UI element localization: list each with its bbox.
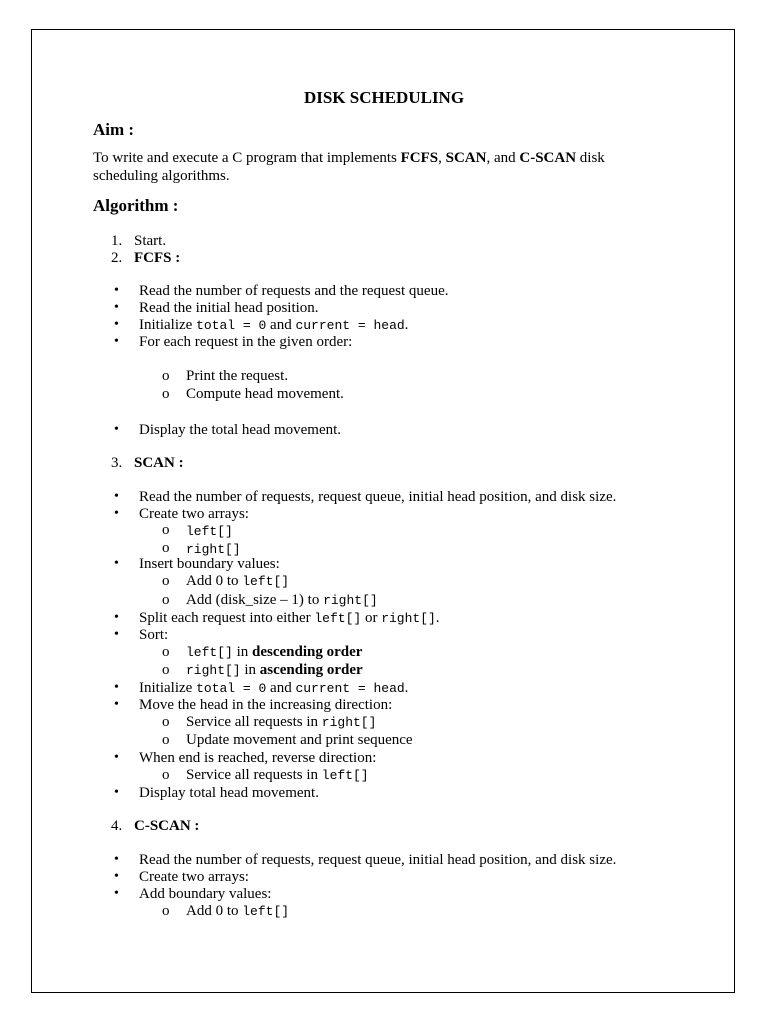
text: Add 0 to xyxy=(186,573,239,589)
bullet-icon: • xyxy=(114,785,119,800)
circle-bullet-icon: o xyxy=(162,644,170,660)
text: Service all requests in xyxy=(186,714,319,730)
code: right[] xyxy=(381,611,436,626)
fcfs-sub-2: Compute head movement. xyxy=(186,386,344,402)
step-number: 3. xyxy=(111,455,123,471)
code: right[] xyxy=(321,715,377,730)
bold-text: descending order xyxy=(251,644,363,660)
code: right[] xyxy=(323,593,378,608)
scan-sub-update: Update movement and print sequence xyxy=(186,732,413,748)
aim-fcfs: FCFS xyxy=(400,150,439,166)
code: left[] xyxy=(321,768,369,783)
aim-cscan: C-SCAN xyxy=(519,150,577,166)
scan-sub-addmax xyxy=(186,592,378,609)
circle-bullet-icon: o xyxy=(162,767,170,783)
code: total = 0 xyxy=(196,318,267,333)
fcfs-bullet-4: For each request in the given order: xyxy=(139,334,353,350)
code: left[] xyxy=(186,645,233,660)
scan-sub-sort-left xyxy=(186,644,362,661)
scan-sub-service-left xyxy=(186,767,369,784)
text: . xyxy=(404,317,409,333)
circle-bullet-icon: o xyxy=(162,662,170,678)
bullet-icon: • xyxy=(114,317,119,332)
text: in xyxy=(244,662,257,678)
text: Add 0 to xyxy=(186,903,239,919)
scan-bullet-4 xyxy=(139,610,440,627)
bullet-icon: • xyxy=(114,886,119,901)
cscan-bullet-2: Create two arrays: xyxy=(139,869,249,885)
code: total = 0 xyxy=(196,681,267,696)
step-number: 2. xyxy=(111,250,123,266)
step-number: 4. xyxy=(111,818,123,834)
text: . xyxy=(404,680,409,696)
scan-bullet-5: Sort: xyxy=(139,627,169,643)
scan-sub-service-right xyxy=(186,714,376,731)
scan-sub-right: right[] xyxy=(186,542,241,557)
fcfs-bullet-2: Read the initial head position. xyxy=(139,300,319,316)
circle-bullet-icon: o xyxy=(162,592,170,608)
circle-bullet-icon: o xyxy=(162,732,170,748)
bullet-icon: • xyxy=(114,869,119,884)
bullet-icon: • xyxy=(114,627,119,642)
scan-bullet-8: When end is reached, reverse direction: xyxy=(139,750,377,766)
bullet-icon: • xyxy=(114,556,119,571)
scan-sub-add0 xyxy=(186,573,289,590)
scan-bullet-6 xyxy=(139,680,408,697)
aim-text: disk xyxy=(579,150,605,166)
scan-bullet-7: Move the head in the increasing direction: xyxy=(139,697,393,713)
bullet-icon: • xyxy=(114,610,119,625)
step-start: Start. xyxy=(134,233,167,249)
scan-bullet-1: Read the number of requests, request queue, initial head position, and disk size. xyxy=(139,489,617,505)
scan-sub-left: left[] xyxy=(186,524,233,539)
fcfs-bullet-5: Display the total head movement. xyxy=(139,422,342,438)
bullet-icon: • xyxy=(114,506,119,521)
fcfs-bullet-1: Read the number of requests and the request queue. xyxy=(139,283,449,299)
text: and xyxy=(270,317,292,333)
code: left[] xyxy=(314,611,362,626)
code: left[] xyxy=(242,574,290,589)
bullet-icon: • xyxy=(114,300,119,315)
aim-scan: SCAN xyxy=(445,150,487,166)
algorithm-heading: Algorithm : xyxy=(93,196,179,215)
scan-bullet-3: Insert boundary values: xyxy=(139,556,280,572)
aim-text: , and xyxy=(486,150,516,166)
circle-bullet-icon: o xyxy=(162,903,170,919)
aim-line-1 xyxy=(93,149,605,167)
aim-heading: Aim : xyxy=(93,120,135,139)
bullet-icon: • xyxy=(114,489,119,504)
step-scan: SCAN : xyxy=(134,455,184,471)
text: Service all requests in xyxy=(186,767,319,783)
bullet-icon: • xyxy=(114,750,119,765)
step-number: 1. xyxy=(111,233,123,249)
scan-bullet-2: Create two arrays: xyxy=(139,506,249,522)
document-title: DISK SCHEDULING xyxy=(303,88,465,107)
circle-bullet-icon: o xyxy=(162,573,170,589)
circle-bullet-icon: o xyxy=(162,714,170,730)
aim-line-2: scheduling algorithms. xyxy=(93,168,230,184)
text: Add (disk_size – 1) to xyxy=(186,592,320,608)
code: current = head xyxy=(295,681,405,696)
code: current = head xyxy=(295,318,405,333)
bullet-icon: • xyxy=(114,334,119,349)
text: . xyxy=(435,610,440,626)
fcfs-sub-1: Print the request. xyxy=(186,368,289,384)
cscan-bullet-3: Add boundary values: xyxy=(139,886,272,902)
circle-bullet-icon: o xyxy=(162,522,170,538)
aim-text: , xyxy=(438,150,442,166)
bullet-icon: • xyxy=(114,697,119,712)
cscan-sub-add0 xyxy=(186,903,289,920)
bullet-icon: • xyxy=(114,680,119,695)
bullet-icon: • xyxy=(114,283,119,298)
scan-bullet-9: Display total head movement. xyxy=(139,785,319,801)
text: Initialize xyxy=(139,680,193,696)
circle-bullet-icon: o xyxy=(162,540,170,556)
text: and xyxy=(270,680,292,696)
text: Split each request into either xyxy=(139,610,311,626)
circle-bullet-icon: o xyxy=(162,386,170,402)
step-fcfs: FCFS : xyxy=(134,250,181,266)
text: in xyxy=(236,644,249,660)
code: left[] xyxy=(242,904,290,919)
step-cscan: C-SCAN : xyxy=(134,818,200,834)
bold-text: ascending order xyxy=(259,662,363,678)
circle-bullet-icon: o xyxy=(162,368,170,384)
fcfs-bullet-3 xyxy=(139,317,408,334)
scan-sub-sort-right xyxy=(186,662,363,679)
bullet-icon: • xyxy=(114,422,119,437)
cscan-bullet-1: Read the number of requests, request queue, initial head position, and disk size. xyxy=(139,852,617,868)
text: or xyxy=(364,610,378,626)
code: right[] xyxy=(186,663,241,678)
text: Initialize xyxy=(139,317,193,333)
aim-text: To write and execute a C program that implements xyxy=(93,150,397,166)
bullet-icon: • xyxy=(114,852,119,867)
